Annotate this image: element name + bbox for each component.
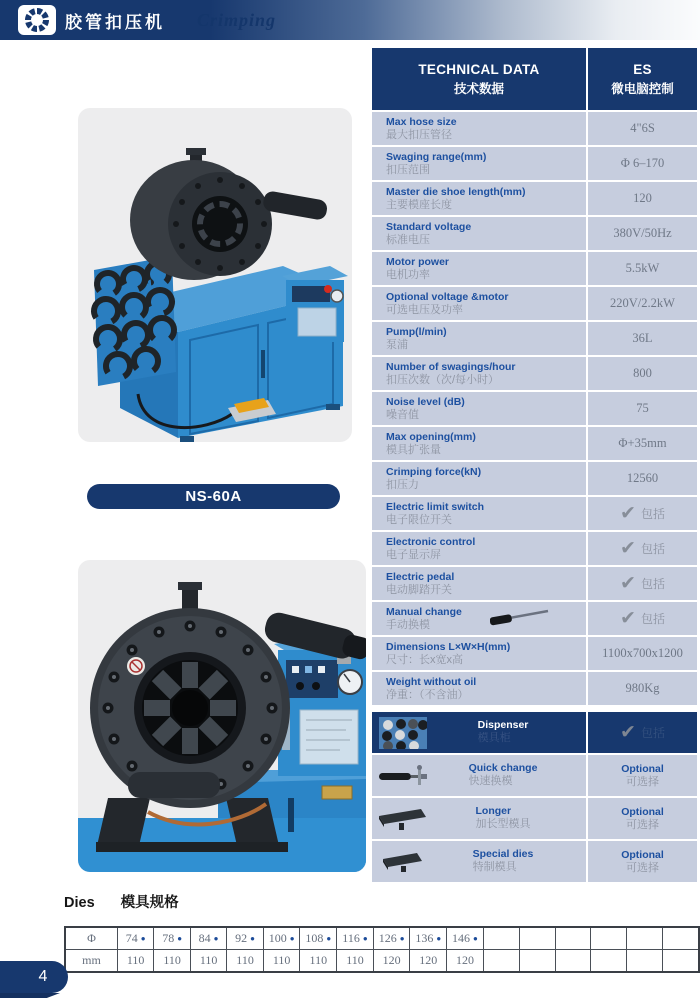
spec-table-header	[372, 48, 697, 110]
bullet-dot-icon: ●	[177, 934, 183, 943]
spec-label-cell	[372, 462, 586, 495]
option-label-en: Special dies	[472, 847, 534, 860]
spec-row	[372, 602, 697, 635]
spec-label-cell	[372, 497, 586, 530]
spec-label-cell	[372, 217, 586, 250]
spec-row	[372, 182, 697, 215]
spec-label-en: Master die shoe length(mm)	[386, 185, 526, 198]
dies-row-label: mm	[65, 950, 117, 973]
spec-header-left	[372, 48, 586, 110]
dies-diameter-value: 100	[268, 931, 287, 945]
spec-value: 220V/2.2kW	[610, 296, 675, 310]
option-label-en: Dispenser	[477, 718, 529, 731]
dies-length-cell	[190, 950, 226, 973]
option-value-en: Optional	[621, 805, 664, 818]
option-label-cell	[372, 798, 586, 839]
option-value-en: Optional	[621, 848, 664, 861]
spec-label-cn: 标准电压	[386, 233, 430, 246]
dies-title-en: Dies	[64, 895, 95, 911]
spec-value-cell	[588, 147, 697, 180]
dies-empty-cell	[627, 950, 663, 973]
option-text-block	[478, 719, 529, 745]
dies-diameter-cell	[373, 927, 410, 950]
spec-row	[372, 532, 697, 565]
dies-title-cn: 模具规格	[120, 895, 179, 911]
dies-length-cell	[373, 950, 410, 973]
dies-empty-cell	[555, 950, 591, 973]
bullet-dot-icon: ●	[250, 934, 255, 943]
option-label-en: Longer	[475, 804, 512, 817]
spec-value: 380V/50Hz	[613, 226, 672, 240]
dies-empty-cell	[483, 950, 519, 973]
spec-value-cell	[588, 497, 697, 530]
dies-diameter-value: 74	[125, 931, 138, 945]
dies-length-value: 110	[199, 953, 218, 967]
option-text	[434, 719, 586, 746]
spec-row	[372, 112, 697, 145]
spec-label-en: Max hose size	[386, 115, 457, 128]
technical-data-table	[372, 48, 697, 707]
spec-row	[372, 392, 697, 425]
spec-label-cn: 电机功率	[386, 268, 430, 281]
check-icon: ✔	[620, 607, 636, 629]
dies-diameter-value: 146	[452, 931, 471, 945]
option-value-cell	[588, 798, 697, 839]
spec-header-model: ES	[633, 61, 652, 77]
dies-length-value: 110	[309, 953, 328, 967]
spec-value: 36L	[632, 331, 653, 345]
spec-header-title-en: TECHNICAL DATA	[418, 61, 540, 77]
machine-photo-closeup	[78, 560, 366, 872]
option-text	[434, 805, 586, 832]
spec-label-cell	[372, 532, 586, 565]
option-row	[372, 755, 697, 796]
spec-label-en: Crimping force(kN)	[386, 465, 482, 478]
spec-value-cell	[588, 672, 697, 705]
spec-label-cell	[372, 672, 586, 705]
check-icon: ✔	[620, 502, 636, 524]
option-value-cell	[588, 755, 697, 796]
dies-length-value: 110	[236, 953, 254, 967]
spec-value-cell	[588, 322, 697, 355]
dies-spec-table	[64, 926, 700, 973]
dies-empty-cell	[519, 927, 555, 950]
spec-value: Φ 6–170	[620, 156, 665, 170]
option-row	[372, 712, 697, 753]
bullet-dot-icon: ●	[362, 934, 368, 943]
spec-value: Φ+35mm	[618, 436, 667, 450]
option-text-block	[473, 848, 534, 874]
dies-empty-cell	[663, 927, 699, 950]
machine-photo-full	[78, 108, 352, 442]
spec-header-right	[588, 48, 697, 110]
spec-label-en: Swaging range(mm)	[386, 150, 487, 163]
dies-diameter-value: 126	[378, 931, 397, 945]
option-label-cell	[372, 841, 586, 882]
spec-value-cell	[588, 637, 697, 670]
option-text	[434, 762, 586, 789]
spec-row	[372, 322, 697, 355]
spec-label-en: Electronic control	[386, 535, 476, 548]
dies-diameter-cell	[300, 927, 337, 950]
option-text-block	[469, 762, 538, 788]
option-label-cn: 特制模具	[472, 861, 517, 874]
spec-label-cell	[372, 252, 586, 285]
dies-length-cell	[263, 950, 300, 973]
spec-label-en: Electric limit switch	[386, 500, 485, 513]
option-value-cn: 可选择	[626, 775, 659, 788]
spec-row	[372, 147, 697, 180]
spec-value: 800	[633, 366, 652, 380]
dies-diameter-value: 116	[342, 931, 360, 945]
spec-label-cell	[372, 602, 586, 635]
spec-label-cell	[372, 427, 586, 460]
brand-logo-die-icon	[18, 5, 56, 35]
spec-row	[372, 357, 697, 390]
dies-diameter-value: 92	[235, 931, 248, 945]
spec-value: 包括	[640, 577, 665, 591]
bullet-dot-icon: ●	[436, 934, 442, 943]
dies-length-cell	[300, 950, 337, 973]
spec-label-cn: 最大扣压管径	[386, 128, 452, 141]
spec-value-cell	[588, 392, 697, 425]
option-label-cn: 模具柜	[477, 732, 511, 745]
spec-label-cn: 净重：（不含油）	[386, 688, 469, 701]
spec-label-cn: 电子限位开关	[386, 513, 452, 526]
spec-value: 120	[633, 191, 652, 205]
header-title-english: Crimping	[197, 9, 277, 30]
spec-label-cn: 噪音值	[386, 408, 419, 421]
spec-row	[372, 252, 697, 285]
option-row	[372, 841, 697, 882]
dies-length-cell	[337, 950, 374, 973]
spec-label-en: Max opening(mm)	[386, 430, 476, 443]
option-label-cell	[372, 755, 586, 796]
dies-row-label: Φ	[65, 927, 117, 950]
spec-label-cell	[372, 392, 586, 425]
bullet-dot-icon: ●	[473, 934, 478, 943]
spec-value: 包括	[640, 542, 665, 556]
spec-label-cn: 扣压次数（次/每小时）	[386, 373, 500, 386]
dies-length-cell	[227, 950, 263, 973]
dies-diameter-cell	[154, 927, 190, 950]
bullet-dot-icon: ●	[213, 934, 219, 943]
spec-label-cell	[372, 287, 586, 320]
dies-empty-cell	[555, 927, 591, 950]
spec-row	[372, 567, 697, 600]
dies-diameter-cell	[447, 927, 484, 950]
spec-label-cell	[372, 147, 586, 180]
spec-label-cell	[372, 567, 586, 600]
spec-label-en: Manual change	[386, 605, 462, 618]
spec-label-cn: 可选电压及功率	[386, 303, 463, 316]
dies-diameter-cell	[227, 927, 263, 950]
options-table	[372, 712, 697, 884]
dies-diameter-row	[65, 927, 699, 950]
spec-label-cn: 电子显示屏	[386, 548, 441, 561]
option-row	[372, 798, 697, 839]
spec-label-cn: 主要模座长度	[386, 198, 452, 211]
dies-length-value: 120	[455, 953, 474, 967]
spec-label-cn: 泵浦	[386, 338, 408, 351]
spec-label-en: Optional voltage &motor	[386, 290, 509, 303]
spec-label-en: Weight without oil	[386, 675, 477, 688]
spec-value-cell	[588, 252, 697, 285]
spec-value: 12560	[626, 471, 659, 485]
spec-label-en: Standard voltage	[386, 220, 472, 233]
bullet-dot-icon: ●	[289, 934, 295, 943]
dies-length-value: 120	[382, 953, 401, 967]
dies-length-value: 120	[419, 953, 438, 967]
dies-empty-cell	[591, 950, 627, 973]
dies-empty-cell	[483, 927, 519, 950]
dies-diameter-value: 136	[415, 931, 434, 945]
page-header	[0, 0, 700, 40]
spec-label-en: Dimensions L×W×H(mm)	[386, 640, 511, 653]
option-label-en: Quick change	[468, 761, 538, 774]
dies-section-title	[64, 891, 179, 912]
check-icon: ✔	[620, 572, 636, 594]
quick-change-tool-image	[372, 765, 434, 787]
dies-length-cell	[447, 950, 484, 973]
spec-label-cell	[372, 112, 586, 145]
spec-label-cell	[372, 182, 586, 215]
spec-header-title-cn: 技术数据	[453, 81, 504, 96]
spec-label-cn: 模具扩张量	[386, 443, 441, 456]
spec-label-cn: 扣压范围	[386, 163, 430, 176]
spec-label-cell	[372, 637, 586, 670]
spec-value: 4"6S	[630, 121, 655, 135]
spec-label-cn: 电动脚踏开关	[386, 583, 452, 596]
bullet-dot-icon: ●	[140, 934, 146, 943]
option-label-cn: 快速换模	[468, 775, 513, 788]
spec-label-en: Motor power	[386, 255, 449, 268]
long-die-image	[372, 807, 434, 831]
dies-diameter-value: 78	[162, 931, 175, 945]
spec-label-cn: 尺寸：长x宽x高	[386, 653, 463, 666]
spec-row	[372, 637, 697, 670]
option-included	[620, 723, 665, 742]
option-value-cell	[588, 841, 697, 882]
spec-header-model-cn: 微电脑控制	[611, 81, 674, 96]
spec-value: 1100x700x1200	[602, 646, 683, 660]
dies-empty-cell	[627, 927, 663, 950]
spec-label-en: Noise level (dB)	[386, 395, 465, 408]
spec-label-cn: 扣压力	[386, 478, 419, 491]
spec-label-en: Number of swagings/hour	[386, 360, 516, 373]
spec-value: 980Kg	[625, 681, 660, 695]
dies-length-value: 110	[272, 953, 291, 967]
spec-row	[372, 427, 697, 460]
spec-value: 75	[636, 401, 649, 415]
dies-diameter-value: 108	[305, 931, 324, 945]
spec-value-cell	[588, 462, 697, 495]
dies-length-value: 110	[126, 953, 145, 967]
option-value-cell	[588, 712, 697, 753]
spec-label-en: Pump(l/min)	[386, 325, 447, 338]
spec-value-cell	[588, 357, 697, 390]
page-number-badge: 4	[0, 961, 68, 993]
spec-value: 5.5kW	[625, 261, 660, 275]
spec-value-cell	[588, 602, 697, 635]
dies-diameter-value: 84	[198, 931, 211, 945]
spec-value: 包括	[640, 507, 665, 521]
spec-row	[372, 217, 697, 250]
option-value-cn: 可选择	[626, 861, 659, 874]
dies-length-cell	[410, 950, 447, 973]
spec-row	[372, 672, 697, 705]
spec-row	[372, 462, 697, 495]
header-title-chinese: 胶管扣压机	[65, 12, 165, 32]
dies-diameter-cell	[263, 927, 300, 950]
spec-value-cell	[588, 427, 697, 460]
dies-diameter-cell	[410, 927, 447, 950]
bullet-dot-icon: ●	[399, 934, 405, 943]
check-icon: ✔	[620, 721, 636, 743]
dies-diameter-cell	[117, 927, 153, 950]
check-icon: ✔	[620, 537, 636, 559]
spec-value-cell	[588, 287, 697, 320]
dies-rack-image	[372, 717, 434, 749]
dies-diameter-cell	[337, 927, 374, 950]
dies-length-row	[65, 950, 699, 973]
option-text-block	[476, 805, 531, 831]
dies-diameter-cell	[190, 927, 226, 950]
spec-label-cell	[372, 322, 586, 355]
dies-length-value: 110	[163, 953, 181, 967]
hex-wrench-icon	[490, 608, 552, 628]
dies-length-value: 110	[346, 953, 364, 967]
spec-row	[372, 287, 697, 320]
dies-empty-cell	[519, 950, 555, 973]
spec-value-cell	[588, 567, 697, 600]
spec-value-cell	[588, 112, 697, 145]
spec-value-cell	[588, 182, 697, 215]
special-die-image	[372, 850, 434, 874]
option-included-label: 包括	[640, 726, 665, 740]
spec-label-cn: 手动换模	[386, 618, 430, 631]
option-text	[434, 848, 586, 875]
dies-empty-cell	[663, 950, 699, 973]
spec-row	[372, 497, 697, 530]
spec-value-cell	[588, 217, 697, 250]
spec-label-cell	[372, 357, 586, 390]
spec-label-en: Electric pedal	[386, 570, 455, 583]
spec-value-cell	[588, 532, 697, 565]
spec-value: 包括	[640, 612, 665, 626]
option-value-cn: 可选择	[626, 818, 659, 831]
dies-length-cell	[117, 950, 153, 973]
model-badge: NS-60A	[87, 484, 340, 509]
option-label-cell	[372, 712, 586, 753]
option-value-en: Optional	[621, 762, 664, 775]
option-label-cn: 加长型模具	[475, 818, 531, 831]
bullet-dot-icon: ●	[326, 934, 332, 943]
page-number-tail	[0, 993, 60, 998]
dies-empty-cell	[591, 927, 627, 950]
dies-length-cell	[154, 950, 190, 973]
